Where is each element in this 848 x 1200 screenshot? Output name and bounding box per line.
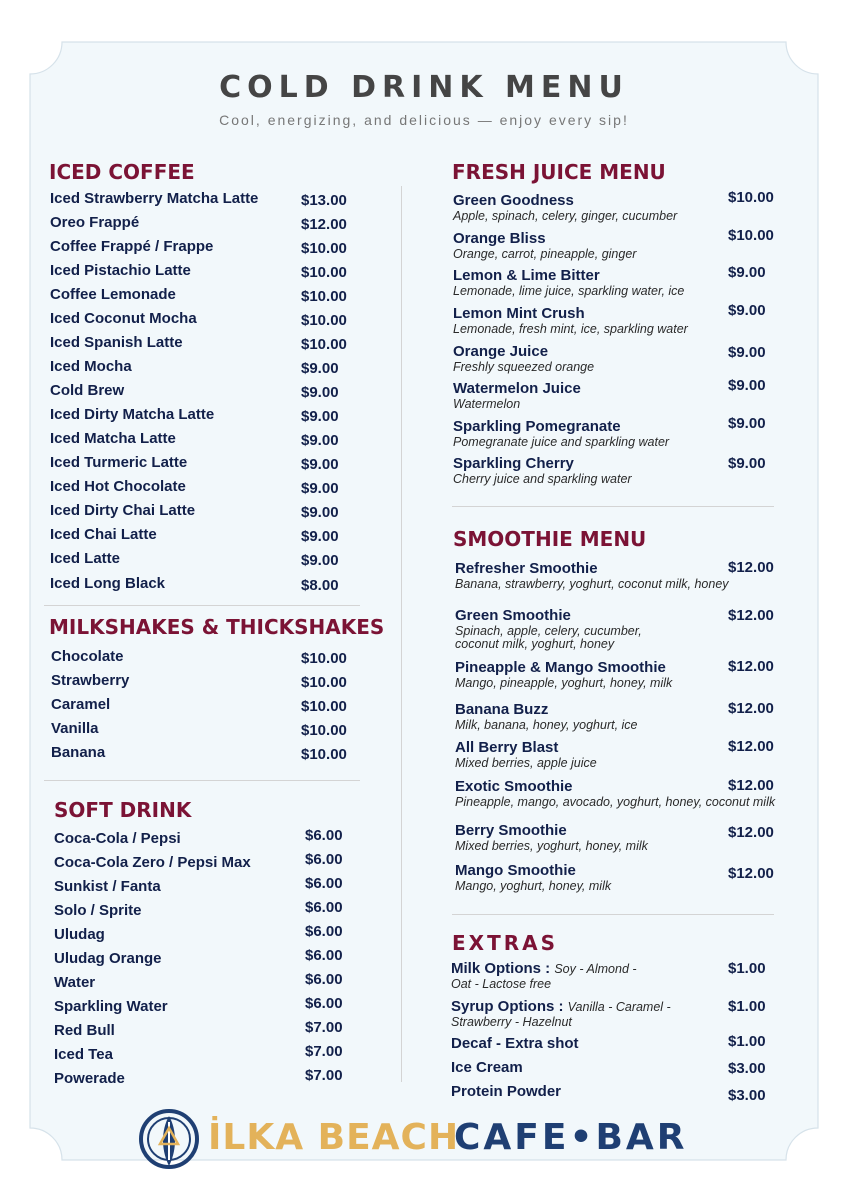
- item-name: Refresher Smoothie: [455, 560, 598, 577]
- item-name: Chocolate: [51, 648, 124, 665]
- section-divider: [452, 506, 774, 507]
- item-price: $1.00: [728, 1033, 766, 1050]
- item-name: Pineapple & Mango Smoothie: [455, 659, 666, 676]
- item-description: Spinach, apple, celery, cucumber,: [455, 624, 642, 638]
- section-title-milkshakes: MILKSHAKES & THICKSHAKES: [49, 615, 385, 639]
- section-divider: [452, 914, 774, 915]
- item-price: $10.00: [301, 288, 347, 305]
- item-name: Iced Mocha: [50, 358, 132, 375]
- item-price: $9.00: [301, 384, 339, 401]
- item-name: [451, 998, 671, 1016]
- item-description: Mixed berries, apple juice: [455, 756, 597, 770]
- item-price: $12.00: [728, 738, 774, 755]
- surfboard-emblem-icon: [136, 1104, 202, 1174]
- item-description: Strawberry - Hazelnut: [451, 1015, 572, 1029]
- item-description: Apple, spinach, celery, ginger, cucumber: [453, 209, 678, 223]
- item-price: $10.00: [301, 674, 347, 691]
- item-name: Powerade: [54, 1070, 125, 1087]
- item-name: Banana: [51, 744, 106, 761]
- item-price: $9.00: [301, 480, 339, 497]
- item-price: $6.00: [305, 947, 343, 964]
- item-name: Iced Turmeric Latte: [50, 454, 188, 471]
- item-name: Iced Hot Chocolate: [50, 478, 186, 495]
- item-name: Green Goodness: [453, 192, 574, 209]
- item-price: $9.00: [301, 360, 339, 377]
- section-title-soft-drink: SOFT DRINK: [54, 798, 192, 822]
- item-description: Mixed berries, yoghurt, honey, milk: [455, 839, 648, 853]
- option-label: Milk Options :: [451, 960, 551, 977]
- item-name: Strawberry: [51, 672, 130, 689]
- item-price: $9.00: [728, 455, 766, 472]
- item-price: $10.00: [301, 698, 347, 715]
- item-description: Lemonade, lime juice, sparkling water, ice: [453, 284, 685, 298]
- item-name: Coca-Cola Zero / Pepsi Max: [54, 854, 251, 871]
- item-name: Iced Long Black: [50, 575, 166, 592]
- item-name: Watermelon Juice: [453, 380, 581, 397]
- item-price: $12.00: [301, 216, 347, 233]
- column-divider: [401, 186, 402, 1082]
- item-price: $6.00: [305, 899, 343, 916]
- item-name: Iced Dirty Chai Latte: [50, 502, 196, 519]
- item-price: $9.00: [301, 528, 339, 545]
- item-name: Lemon & Lime Bitter: [453, 267, 600, 284]
- item-price: $10.00: [301, 746, 347, 763]
- item-price: $7.00: [305, 1019, 343, 1036]
- menu-header: [0, 70, 848, 128]
- item-name: Solo / Sprite: [54, 902, 142, 919]
- item-description: Pineapple, mango, avocado, yoghurt, honey, coconut milk: [455, 795, 776, 809]
- item-price: $12.00: [728, 559, 774, 576]
- item-price: $7.00: [305, 1043, 343, 1060]
- item-name: [451, 960, 637, 978]
- item-price: $9.00: [301, 408, 339, 425]
- item-name: Banana Buzz: [455, 701, 549, 718]
- item-name: Uludag Orange: [54, 950, 162, 967]
- item-name: Lemon Mint Crush: [453, 305, 585, 322]
- item-price: $6.00: [305, 995, 343, 1012]
- item-name: Exotic Smoothie: [455, 778, 573, 795]
- item-price: $8.00: [301, 577, 339, 594]
- item-description: Banana, strawberry, yoghurt, coconut milk, honey: [455, 577, 729, 591]
- section-title-iced-coffee: ICED COFFEE: [49, 160, 195, 184]
- item-price: $12.00: [728, 824, 774, 841]
- section-divider: [44, 605, 360, 606]
- item-price: $9.00: [728, 415, 766, 432]
- brand-subtitle: CAFE•BAR: [454, 1117, 688, 1158]
- item-name: Oreo Frappé: [50, 214, 140, 231]
- item-price: $10.00: [301, 722, 347, 739]
- item-price: $1.00: [728, 960, 766, 977]
- item-price: $9.00: [728, 377, 766, 394]
- item-name: All Berry Blast: [455, 739, 559, 756]
- item-price: $9.00: [301, 504, 339, 521]
- menu-tagline: Cool, energizing, and delicious — enjoy every sip!: [219, 112, 629, 128]
- item-price: $12.00: [728, 865, 774, 882]
- item-price: $9.00: [301, 552, 339, 569]
- item-name: Red Bull: [54, 1022, 115, 1039]
- item-price: $12.00: [728, 607, 774, 624]
- item-description-line2: coconut milk, yoghurt, honey: [455, 637, 615, 651]
- item-price: $13.00: [301, 192, 347, 209]
- item-name: Coffee Lemonade: [50, 286, 176, 303]
- item-name: Orange Juice: [453, 343, 549, 360]
- item-price: $9.00: [728, 344, 766, 361]
- item-name: Iced Chai Latte: [50, 526, 157, 543]
- item-name: Green Smoothie: [455, 607, 571, 624]
- item-price: $3.00: [728, 1087, 766, 1104]
- item-price: $12.00: [728, 777, 774, 794]
- item-price: $12.00: [728, 658, 774, 675]
- item-description: Oat - Lactose free: [451, 977, 552, 991]
- item-name: Sparkling Cherry: [453, 455, 574, 472]
- item-description: Orange, carrot, pineapple, ginger: [453, 247, 637, 261]
- section-title-extras: EXTRAS: [452, 931, 559, 955]
- item-name: Water: [54, 974, 96, 991]
- item-price: $9.00: [728, 264, 766, 281]
- item-name: Orange Bliss: [453, 230, 546, 247]
- brand-logo: [136, 1104, 716, 1174]
- item-name: Iced Dirty Matcha Latte: [50, 406, 215, 423]
- option-values: Vanilla - Caramel -: [567, 1000, 671, 1014]
- menu-title: COLD DRINK MENU: [219, 70, 629, 105]
- item-price: $10.00: [301, 240, 347, 257]
- item-name: Coffee Frappé / Frappe: [50, 238, 214, 255]
- item-description: Cherry juice and sparkling water: [453, 472, 632, 486]
- item-name: Decaf - Extra shot: [451, 1035, 579, 1052]
- item-name: Sunkist / Fanta: [54, 878, 161, 895]
- item-price: $6.00: [305, 971, 343, 988]
- section-title-fresh-juice: FRESH JUICE MENU: [452, 160, 666, 184]
- item-price: $6.00: [305, 923, 343, 940]
- item-price: $10.00: [301, 336, 347, 353]
- item-price: $9.00: [301, 432, 339, 449]
- item-price: $10.00: [301, 312, 347, 329]
- item-price: $10.00: [728, 189, 774, 206]
- item-description: Milk, banana, honey, yoghurt, ice: [455, 718, 638, 732]
- option-values: Soy - Almond -: [554, 962, 637, 976]
- item-name: Uludag: [54, 926, 105, 943]
- item-description: Mango, pineapple, yoghurt, honey, milk: [455, 676, 673, 690]
- item-price: $10.00: [728, 227, 774, 244]
- item-name: Iced Latte: [50, 550, 121, 567]
- item-description: Freshly squeezed orange: [453, 360, 595, 374]
- item-price: $10.00: [301, 264, 347, 281]
- item-description: Watermelon: [453, 397, 521, 411]
- item-price: $6.00: [305, 827, 343, 844]
- section-title-smoothie: SMOOTHIE MENU: [453, 527, 647, 551]
- item-name: Caramel: [51, 696, 111, 713]
- item-name: Protein Powder: [451, 1083, 562, 1100]
- brand-name: İLKA BEACH: [208, 1117, 460, 1158]
- item-description: Lemonade, fresh mint, ice, sparkling water: [453, 322, 688, 336]
- item-price: $6.00: [305, 851, 343, 868]
- item-name: Iced Matcha Latte: [50, 430, 176, 447]
- item-price: $6.00: [305, 875, 343, 892]
- item-price: $12.00: [728, 700, 774, 717]
- item-name: Iced Pistachio Latte: [50, 262, 191, 279]
- item-price: $3.00: [728, 1060, 766, 1077]
- item-name: Coca-Cola / Pepsi: [54, 830, 181, 847]
- section-divider: [44, 780, 360, 781]
- item-name: Iced Strawberry Matcha Latte: [50, 190, 259, 207]
- item-name: Cold Brew: [50, 382, 125, 399]
- item-description: Pomegranate juice and sparkling water: [453, 435, 670, 449]
- item-price: $7.00: [305, 1067, 343, 1084]
- item-price: $10.00: [301, 650, 347, 667]
- item-price: $1.00: [728, 998, 766, 1015]
- item-price: $9.00: [301, 456, 339, 473]
- item-name: Mango Smoothie: [455, 862, 576, 879]
- item-description: Mango, yoghurt, honey, milk: [455, 879, 612, 893]
- item-name: Ice Cream: [451, 1059, 523, 1076]
- item-name: Iced Coconut Mocha: [50, 310, 197, 327]
- item-name: Berry Smoothie: [455, 822, 567, 839]
- item-name: Sparkling Water: [54, 998, 168, 1015]
- item-name: Iced Spanish Latte: [50, 334, 183, 351]
- item-name: Vanilla: [51, 720, 99, 737]
- item-price: $9.00: [728, 302, 766, 319]
- option-label: Syrup Options :: [451, 998, 564, 1015]
- item-name: Iced Tea: [54, 1046, 113, 1063]
- item-name: Sparkling Pomegranate: [453, 418, 621, 435]
